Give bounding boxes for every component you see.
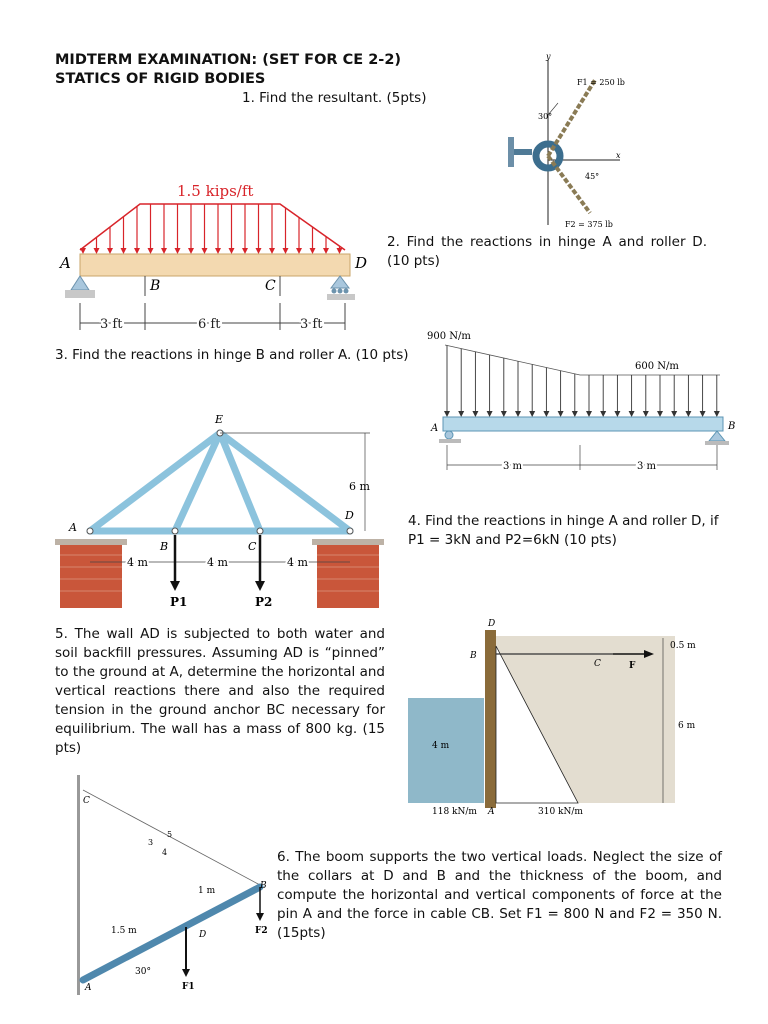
load-arrowhead: [161, 248, 167, 254]
load-arrowhead: [671, 411, 677, 417]
axis-y-label: y: [546, 52, 551, 61]
dim-4m: 4 m: [432, 741, 450, 751]
point-c: C: [265, 278, 276, 294]
load-arrowhead: [107, 248, 113, 254]
load-arrowhead: [586, 411, 592, 417]
load-arrowhead: [242, 248, 248, 254]
force-f: F: [629, 661, 636, 671]
load-arrowhead: [600, 411, 606, 417]
exam-subtitle: STATICS OF RIGID BODIES: [55, 71, 266, 87]
figure-3-beam: [425, 325, 745, 475]
angle-label: 30°: [135, 967, 151, 977]
load-f1: F1: [182, 982, 195, 992]
problem-5-text: 5. The wall AD is subjected to both water and soil backfill pressures. Assuming AD is “pinned” to the ground at A, determine the horizontal and vertical reactions there and also the required tension in the ground anchor BC necessary for equilibrium. The wall has a mass of 800 kg. (15 pts): [55, 626, 385, 756]
slope-3: 3: [148, 838, 154, 847]
figure-1-hook: [480, 52, 630, 230]
point-b: B: [260, 881, 267, 891]
load-arrowhead: [685, 411, 691, 417]
problem-3-text: 3. Find the reactions in hinge B and roller A. (10 pts): [55, 347, 409, 363]
point-d: D: [488, 619, 496, 629]
joint-a: A: [69, 521, 77, 534]
load-p2: P2: [255, 595, 273, 609]
load-arrowhead: [572, 411, 578, 417]
span-1: 4 m: [127, 556, 148, 569]
load-arrowhead: [501, 411, 507, 417]
load-arrowhead: [229, 248, 235, 254]
problem-1-text: 1. Find the resultant. (5pts): [242, 90, 427, 106]
axis-x-label: x: [616, 151, 621, 160]
span-3: 4 m: [287, 556, 308, 569]
figure-5-wall: [408, 618, 698, 818]
dim-6ft: 6 ft: [198, 317, 221, 332]
dim-top: 0.5 m: [670, 641, 696, 651]
load-arrowhead: [148, 248, 154, 254]
point-d: D: [355, 254, 368, 272]
figure-4-truss: [55, 405, 385, 610]
load-arrowhead: [80, 248, 86, 254]
load-arrowhead: [337, 248, 343, 254]
span-2: 4 m: [207, 556, 228, 569]
load-arrowhead: [458, 411, 464, 417]
load-arrowhead: [629, 411, 635, 417]
force-f2-label: F2 = 375 lb: [565, 220, 613, 229]
figure-2-beam: [55, 178, 385, 338]
point-a: A: [85, 983, 92, 993]
load-arrowhead: [323, 248, 329, 254]
point-b: B: [470, 651, 477, 661]
dim-3m-left: 3 m: [503, 461, 523, 472]
point-c: C: [594, 659, 601, 669]
angle-45-label: 45°: [585, 172, 600, 181]
load-p1: P1: [170, 595, 188, 609]
dim-3m-right: 3 m: [637, 461, 657, 472]
problem-4-text: 4. Find the reactions in hinge A and roller D, if P1 = 3kN and P2=6kN (10 pts): [408, 513, 719, 548]
dim-6m: 6 m: [678, 721, 696, 731]
load-arrowhead: [700, 411, 706, 417]
load-arrowhead: [94, 248, 100, 254]
joint-e: E: [215, 413, 224, 426]
load-arrows: [80, 204, 343, 254]
length-1-5m: 1.5 m: [111, 926, 137, 936]
load-arrowhead: [134, 248, 140, 254]
load-arrowhead: [487, 411, 493, 417]
load-arrowhead: [558, 411, 564, 417]
exam-title: MIDTERM EXAMINATION: (SET FOR CE 2-2): [55, 52, 402, 68]
load-arrowhead: [714, 411, 720, 417]
length-1m: 1 m: [198, 886, 216, 896]
point-a: A: [488, 807, 495, 817]
load-arrowhead: [202, 248, 208, 254]
angle-30-label: 30°: [538, 112, 553, 121]
load-arrowhead: [643, 411, 649, 417]
slope-5: 5: [167, 830, 173, 839]
height-label: 6 m: [349, 480, 370, 493]
load-arrowhead: [188, 248, 194, 254]
force-f1-label: F1 = 250 lb: [577, 78, 625, 87]
load-arrowhead: [175, 248, 181, 254]
point-d: D: [199, 930, 207, 940]
load-arrowhead: [269, 248, 275, 254]
point-a: A: [431, 423, 439, 434]
problem-2-text: 2. Find the reactions in hinge A and roller D. (10 pts): [387, 234, 707, 269]
joint-b: B: [160, 540, 169, 553]
load-arrows: [444, 345, 720, 417]
load-arrowhead: [121, 248, 127, 254]
dim-3ft-right: 3 ft: [300, 317, 323, 332]
load-arrowhead: [310, 248, 316, 254]
load-arrowhead: [543, 411, 549, 417]
load-arrowhead: [529, 411, 535, 417]
dim-3ft-left: 3 ft: [100, 317, 123, 332]
point-b: B: [728, 421, 736, 432]
joint-d: D: [345, 509, 354, 522]
point-c: C: [83, 796, 90, 806]
load-arrowhead: [215, 248, 221, 254]
load-600-label: 600 N/m: [635, 361, 679, 372]
load-label: 1.5 kips/ft: [177, 182, 254, 200]
load-arrowhead: [444, 411, 450, 417]
load-arrowhead: [296, 248, 302, 254]
water-pressure: 118 kN/m: [432, 807, 477, 817]
point-b: B: [150, 278, 161, 294]
load-arrowhead: [515, 411, 521, 417]
slope-4: 4: [162, 848, 168, 857]
figure-6-boom: [75, 775, 285, 1000]
load-arrowhead: [614, 411, 620, 417]
load-arrowhead: [283, 248, 289, 254]
load-900-label: 900 N/m: [427, 331, 471, 342]
load-arrowhead: [472, 411, 478, 417]
soil-pressure: 310 kN/m: [538, 807, 583, 817]
joint-c: C: [248, 540, 257, 553]
load-f2: F2: [255, 926, 268, 936]
point-a: A: [60, 254, 71, 272]
load-arrowhead: [256, 248, 262, 254]
load-arrowhead: [657, 411, 663, 417]
problem-6-text: 6. The boom supports the two vertical loads. Neglect the size of the collars at D and B and the thickness of the boom, and compute the horizontal and vertical components of force at the pin A and the force in cable CB. Set F1 = 800 N and F2 = 350 N. (15pts): [277, 849, 722, 941]
